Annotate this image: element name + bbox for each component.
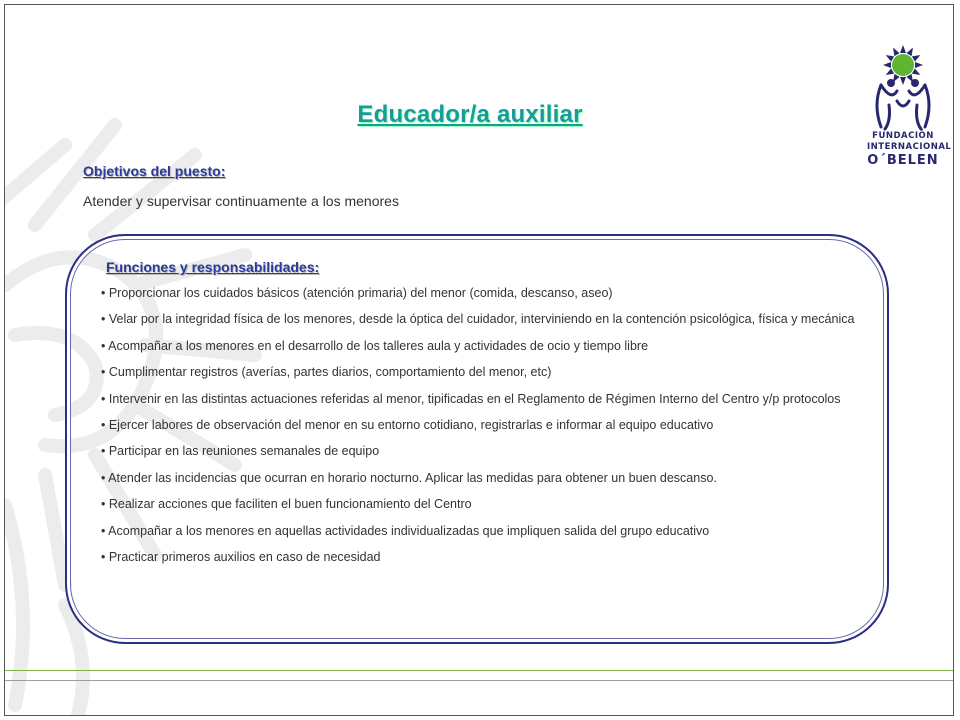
duty-item: • Ejercer labores de observación del menor en su entorno cotidiano, registrarlas e informar al equipo educativo bbox=[101, 418, 714, 433]
foundation-logo-text bbox=[867, 131, 952, 169]
duty-item: • Participar en las reuniones semanales de equipo bbox=[101, 444, 380, 459]
duty-item: • Practicar primeros auxilios en caso de necesidad bbox=[101, 550, 381, 565]
duty-item: • Acompañar a los menores en el desarrollo de los talleres aula y actividades de ocio y tiempo libre bbox=[101, 338, 649, 353]
logo-line-2: INTERNACIONAL bbox=[867, 142, 952, 152]
logo-line-1: FUNDACIÓN bbox=[872, 131, 934, 141]
page-title: Educador/a auxiliar bbox=[357, 101, 583, 128]
footer-divider-gray bbox=[5, 680, 954, 681]
duty-item: • Proporcionar los cuidados básicos (atención primaria) del menor (comida, descanso, aseo) bbox=[101, 286, 613, 300]
footer-divider-green bbox=[5, 670, 954, 671]
duty-item: • Intervenir en las distintas actuaciones referidas al menor, tipificadas en el Reglamento de Régimen Interno del Centro y/p protocolos bbox=[101, 391, 841, 406]
logo-line-3: O´BELEN bbox=[867, 153, 939, 168]
duty-item: • Realizar acciones que faciliten el buen funcionamiento del Centro bbox=[101, 497, 472, 512]
objectives-heading: Objetivos del puesto: bbox=[83, 163, 226, 179]
objectives-text: Atender y supervisar continuamente a los menores bbox=[83, 193, 399, 209]
slide-frame bbox=[4, 4, 954, 716]
duty-item: • Acompañar a los menores en aquellas actividades individualizadas que impliquen salida del grupo educativo bbox=[101, 523, 710, 538]
duty-item: • Velar por la integridad física de los menores, desde la óptica del cuidador, interviniendo en la contención psicológica, física y mecánica bbox=[101, 312, 855, 327]
duties-heading: Funciones y responsabilidades: bbox=[106, 259, 320, 275]
duties-list bbox=[101, 280, 859, 570]
duty-item: • Cumplimentar registros (averías, partes diarios, comportamiento del menor, etc) bbox=[101, 365, 552, 380]
duty-item: • Atender las incidencias que ocurran en horario nocturno. Aplicar las medidas para obtener un buen descanso. bbox=[101, 470, 717, 485]
